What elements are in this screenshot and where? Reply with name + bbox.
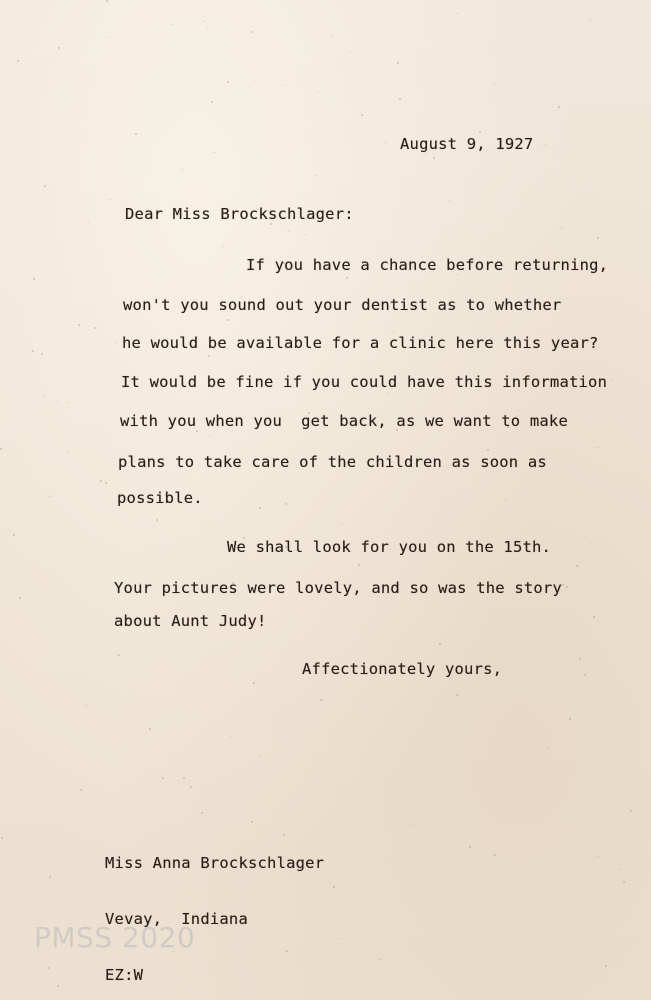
- paper-fleck: [287, 231, 290, 232]
- paper-fleck: [494, 854, 496, 856]
- paper-fleck: [55, 401, 58, 402]
- paper-fleck: [340, 938, 343, 939]
- paper-fleck: [33, 278, 35, 280]
- paper-fleck: [589, 19, 592, 20]
- paper-fleck: [379, 959, 382, 960]
- paper-fleck: [605, 965, 607, 967]
- letter-date: August 9, 1927: [400, 135, 534, 153]
- paper-fleck: [386, 393, 389, 394]
- paper-fleck: [209, 436, 212, 437]
- paper-fleck: [479, 131, 481, 133]
- paper-fleck: [100, 480, 102, 482]
- paper-fleck: [543, 144, 546, 145]
- paper-fleck: [58, 47, 60, 49]
- paper-fleck: [560, 228, 563, 229]
- paper-fleck: [597, 237, 599, 239]
- paper-fleck: [361, 114, 363, 116]
- paper-fleck: [630, 810, 632, 812]
- paper-fleck: [19, 597, 21, 599]
- paper-fleck: [201, 812, 203, 814]
- paper-fleck: [108, 199, 111, 200]
- paper-fleck: [384, 142, 387, 143]
- paper-fleck: [562, 584, 564, 586]
- paper-fleck: [333, 886, 335, 888]
- paper-fleck: [170, 24, 173, 25]
- paper-fleck: [108, 37, 111, 38]
- paper-fleck: [1, 837, 3, 839]
- recipient-address: [105, 817, 324, 1000]
- paper-fleck: [230, 736, 233, 737]
- body-line: If you have a chance before returning,: [246, 256, 609, 274]
- body-line: Your pictures were lovely, and so was the story: [114, 579, 562, 597]
- paper-fleck: [331, 35, 334, 36]
- typist-initials: EZ:W: [105, 966, 144, 984]
- paper-fleck: [203, 21, 206, 22]
- paper-fleck: [569, 718, 571, 720]
- paper-fleck: [597, 856, 600, 857]
- body-line: possible.: [117, 489, 203, 507]
- body-line: We shall look for you on the 15th.: [227, 538, 552, 556]
- paper-fleck: [590, 542, 593, 543]
- paper-fleck: [424, 153, 427, 154]
- salutation: Dear Miss Brockschlager:: [125, 205, 354, 223]
- paper-fleck: [270, 223, 272, 225]
- paper-fleck: [57, 985, 59, 987]
- paper-fleck: [487, 449, 489, 451]
- paper-fleck: [135, 133, 137, 135]
- body-line: he would be available for a clinic here this year?: [122, 334, 599, 352]
- paper-fleck: [0, 448, 2, 450]
- body-line: won't you sound out your dentist as to whether: [123, 296, 562, 314]
- paper-fleck: [32, 350, 34, 352]
- paper-fleck: [584, 674, 586, 676]
- paper-fleck: [566, 586, 568, 588]
- paper-fleck: [227, 81, 229, 83]
- body-line: about Aunt Judy!: [114, 612, 267, 630]
- paper-fleck: [579, 658, 581, 660]
- paper-fleck: [222, 246, 225, 247]
- paper-fleck: [87, 222, 90, 223]
- paper-fleck: [251, 31, 253, 33]
- paper-fleck: [558, 106, 560, 108]
- paper-fleck: [433, 157, 435, 159]
- paper-fleck: [247, 86, 250, 87]
- paper-fleck: [49, 496, 52, 497]
- paper-fleck: [619, 869, 622, 870]
- paper-fleck: [78, 324, 80, 326]
- paper-fleck: [439, 643, 441, 645]
- paper-fleck: [409, 825, 412, 826]
- paper-fleck: [227, 319, 229, 321]
- paper-fleck: [358, 564, 360, 566]
- paper-fleck: [211, 101, 213, 103]
- paper-fleck: [346, 277, 348, 279]
- paper-fleck: [456, 13, 459, 14]
- body-line: with you when you get back, as we want to make: [120, 412, 568, 430]
- paper-fleck: [206, 28, 209, 29]
- paper-fleck: [284, 85, 287, 86]
- paper-fleck: [13, 534, 15, 536]
- paper-fleck: [456, 694, 458, 696]
- paper-fleck: [17, 60, 19, 62]
- paper-fleck: [115, 342, 118, 343]
- paper-fleck: [149, 728, 151, 730]
- paper-fleck: [392, 331, 395, 332]
- paper-fleck: [105, 482, 107, 484]
- body-line: It would be fine if you could have this information: [121, 373, 608, 391]
- paper-fleck: [190, 786, 192, 788]
- paper-fleck: [156, 519, 158, 521]
- paper-fleck: [118, 654, 120, 656]
- paper-fleck: [80, 789, 82, 791]
- paper-fleck: [49, 876, 51, 878]
- paper-fleck: [67, 402, 70, 403]
- paper-fleck: [611, 380, 614, 381]
- paper-fleck: [493, 83, 496, 84]
- paper-fleck: [447, 200, 450, 201]
- paper-fleck: [285, 503, 287, 505]
- paper-fleck: [314, 175, 317, 176]
- paper-fleck: [66, 451, 69, 452]
- paper-fleck: [162, 777, 164, 779]
- paper-fleck: [94, 327, 96, 329]
- paper-fleck: [44, 185, 46, 187]
- paper-fleck: [340, 524, 343, 525]
- paper-fleck: [85, 705, 88, 706]
- paper-fleck: [316, 92, 319, 93]
- paper-fleck: [547, 747, 550, 748]
- paper-fleck: [303, 234, 306, 235]
- paper-fleck: [41, 353, 43, 355]
- paper-fleck: [48, 967, 50, 969]
- paper-fleck: [253, 682, 255, 684]
- recipient-name: Miss Anna Brockschlager: [105, 854, 325, 872]
- paper-fleck: [196, 430, 198, 432]
- paper-fleck: [469, 846, 471, 848]
- paper-fleck: [106, 0, 108, 2]
- paper-fleck: [259, 755, 262, 756]
- paper-fleck: [181, 169, 184, 170]
- paper-fleck: [208, 355, 210, 357]
- paper-fleck: [320, 699, 322, 701]
- archive-watermark: PMSS 2020: [34, 921, 196, 954]
- paper-fleck: [596, 447, 599, 448]
- paper-fleck: [348, 52, 351, 53]
- body-line: plans to take care of the children as soon as: [118, 453, 547, 471]
- paper-fleck: [517, 410, 520, 411]
- paper-fleck: [456, 274, 459, 275]
- paper-fleck: [593, 616, 595, 618]
- paper-fleck: [397, 62, 399, 64]
- paper-fleck: [623, 881, 625, 883]
- closing: Affectionately yours,: [302, 660, 503, 678]
- paper-fleck: [576, 565, 578, 567]
- paper-fleck: [504, 499, 507, 500]
- paper-fleck: [213, 152, 216, 153]
- paper-fleck: [183, 777, 185, 779]
- paper-fleck: [259, 507, 261, 509]
- recipient-city-state: Vevay, Indiana: [105, 910, 248, 928]
- paper-fleck: [399, 98, 401, 100]
- paper-fleck: [43, 395, 46, 396]
